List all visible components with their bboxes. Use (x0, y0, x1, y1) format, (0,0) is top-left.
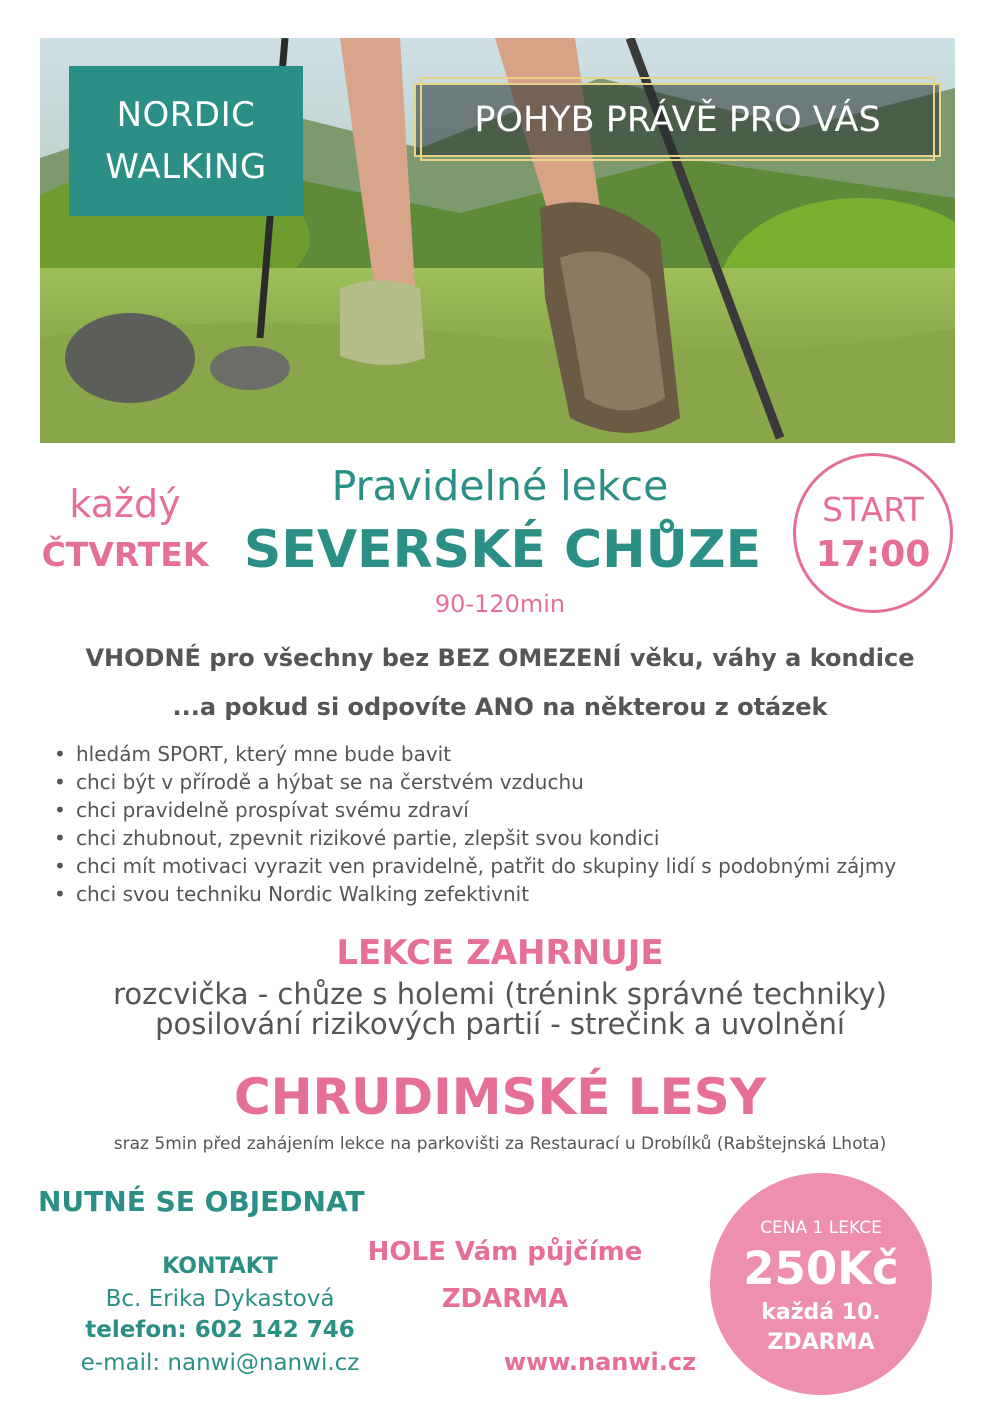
meeting-point: sraz 5min před zahájením lekce na parkovišti za Restaurací u Drobílků (Rabštejnská Lhota) (113, 1134, 887, 1154)
price-free-line2: ZDARMA (767, 1330, 875, 1355)
start-label: START (822, 490, 924, 529)
includes-title: LEKCE ZAHRNUJE (336, 933, 664, 973)
list-item: • chci svou techniku Nordic Walking zefektivnit (76, 880, 1000, 908)
reasons-list (40, 740, 1000, 908)
includes-line-1: rozcvička - chůze s holemi (trénink správné techniky) (113, 977, 887, 1011)
suitable-text: VHODNÉ pro všechny bez BEZ OMEZENÍ věku, váhy a kondice (85, 644, 915, 672)
location-title: CHRUDIMSKÉ LESY (233, 1068, 767, 1126)
question-text: ...a pokud si odpovíte ANO na některou z otázek (172, 693, 828, 721)
slogan-frame (420, 77, 935, 161)
poles-free: ZDARMA (441, 1284, 569, 1314)
start-circle (793, 453, 953, 613)
list-item: • chci být v přírodě a hýbat se na čerstvém vzduchu (76, 768, 1000, 796)
list-item: • hledám SPORT, který mne bude bavit (76, 740, 1000, 768)
duration-label: 90-120min (434, 590, 566, 618)
list-item: • chci zhubnout, zpevnit rizikové partie, zlepšit svou kondici (76, 824, 1000, 852)
poles-offer: HOLE Vám půjčíme (367, 1237, 643, 1267)
slogan-banner: POHYB PRÁVĚ PRO VÁS (414, 83, 941, 157)
contact-phone[interactable]: telefon: 602 142 746 (85, 1317, 355, 1343)
website-link[interactable]: www.nanwi.cz (503, 1348, 697, 1376)
price-value: 250Kč (743, 1242, 899, 1295)
day-label: ČTVRTEK (41, 535, 209, 574)
badge-line1: NORDIC (116, 95, 256, 135)
contact-name: Bc. Erika Dykastová (105, 1286, 335, 1312)
list-item: • chci pravidelně prospívat svému zdraví (76, 796, 1000, 824)
price-free-line1: každá 10. (761, 1300, 881, 1325)
badge-line2: WALKING (105, 147, 267, 187)
order-required: NUTNÉ SE OBJEDNAT (38, 1185, 365, 1218)
price-label: CENA 1 LEKCE (760, 1218, 882, 1238)
lessons-heading: Pravidelné lekce (331, 462, 669, 510)
start-time: 17:00 (815, 534, 931, 575)
includes-line-2: posilování rizikových partií - strečink a uvolnění (155, 1007, 845, 1041)
list-item: • chci mít motivaci vyrazit ven pravidelně, patřit do skupiny lidí s podobnými zájmy (76, 852, 1000, 880)
nordic-walking-badge (69, 66, 303, 216)
contact-title: KONTAKT (162, 1254, 278, 1279)
contact-email[interactable]: e-mail: nanwi@nanwi.cz (80, 1350, 360, 1376)
every-label: každý (69, 482, 181, 526)
price-circle (710, 1173, 932, 1395)
course-title: SEVERSKÉ CHŮZE (243, 520, 762, 580)
